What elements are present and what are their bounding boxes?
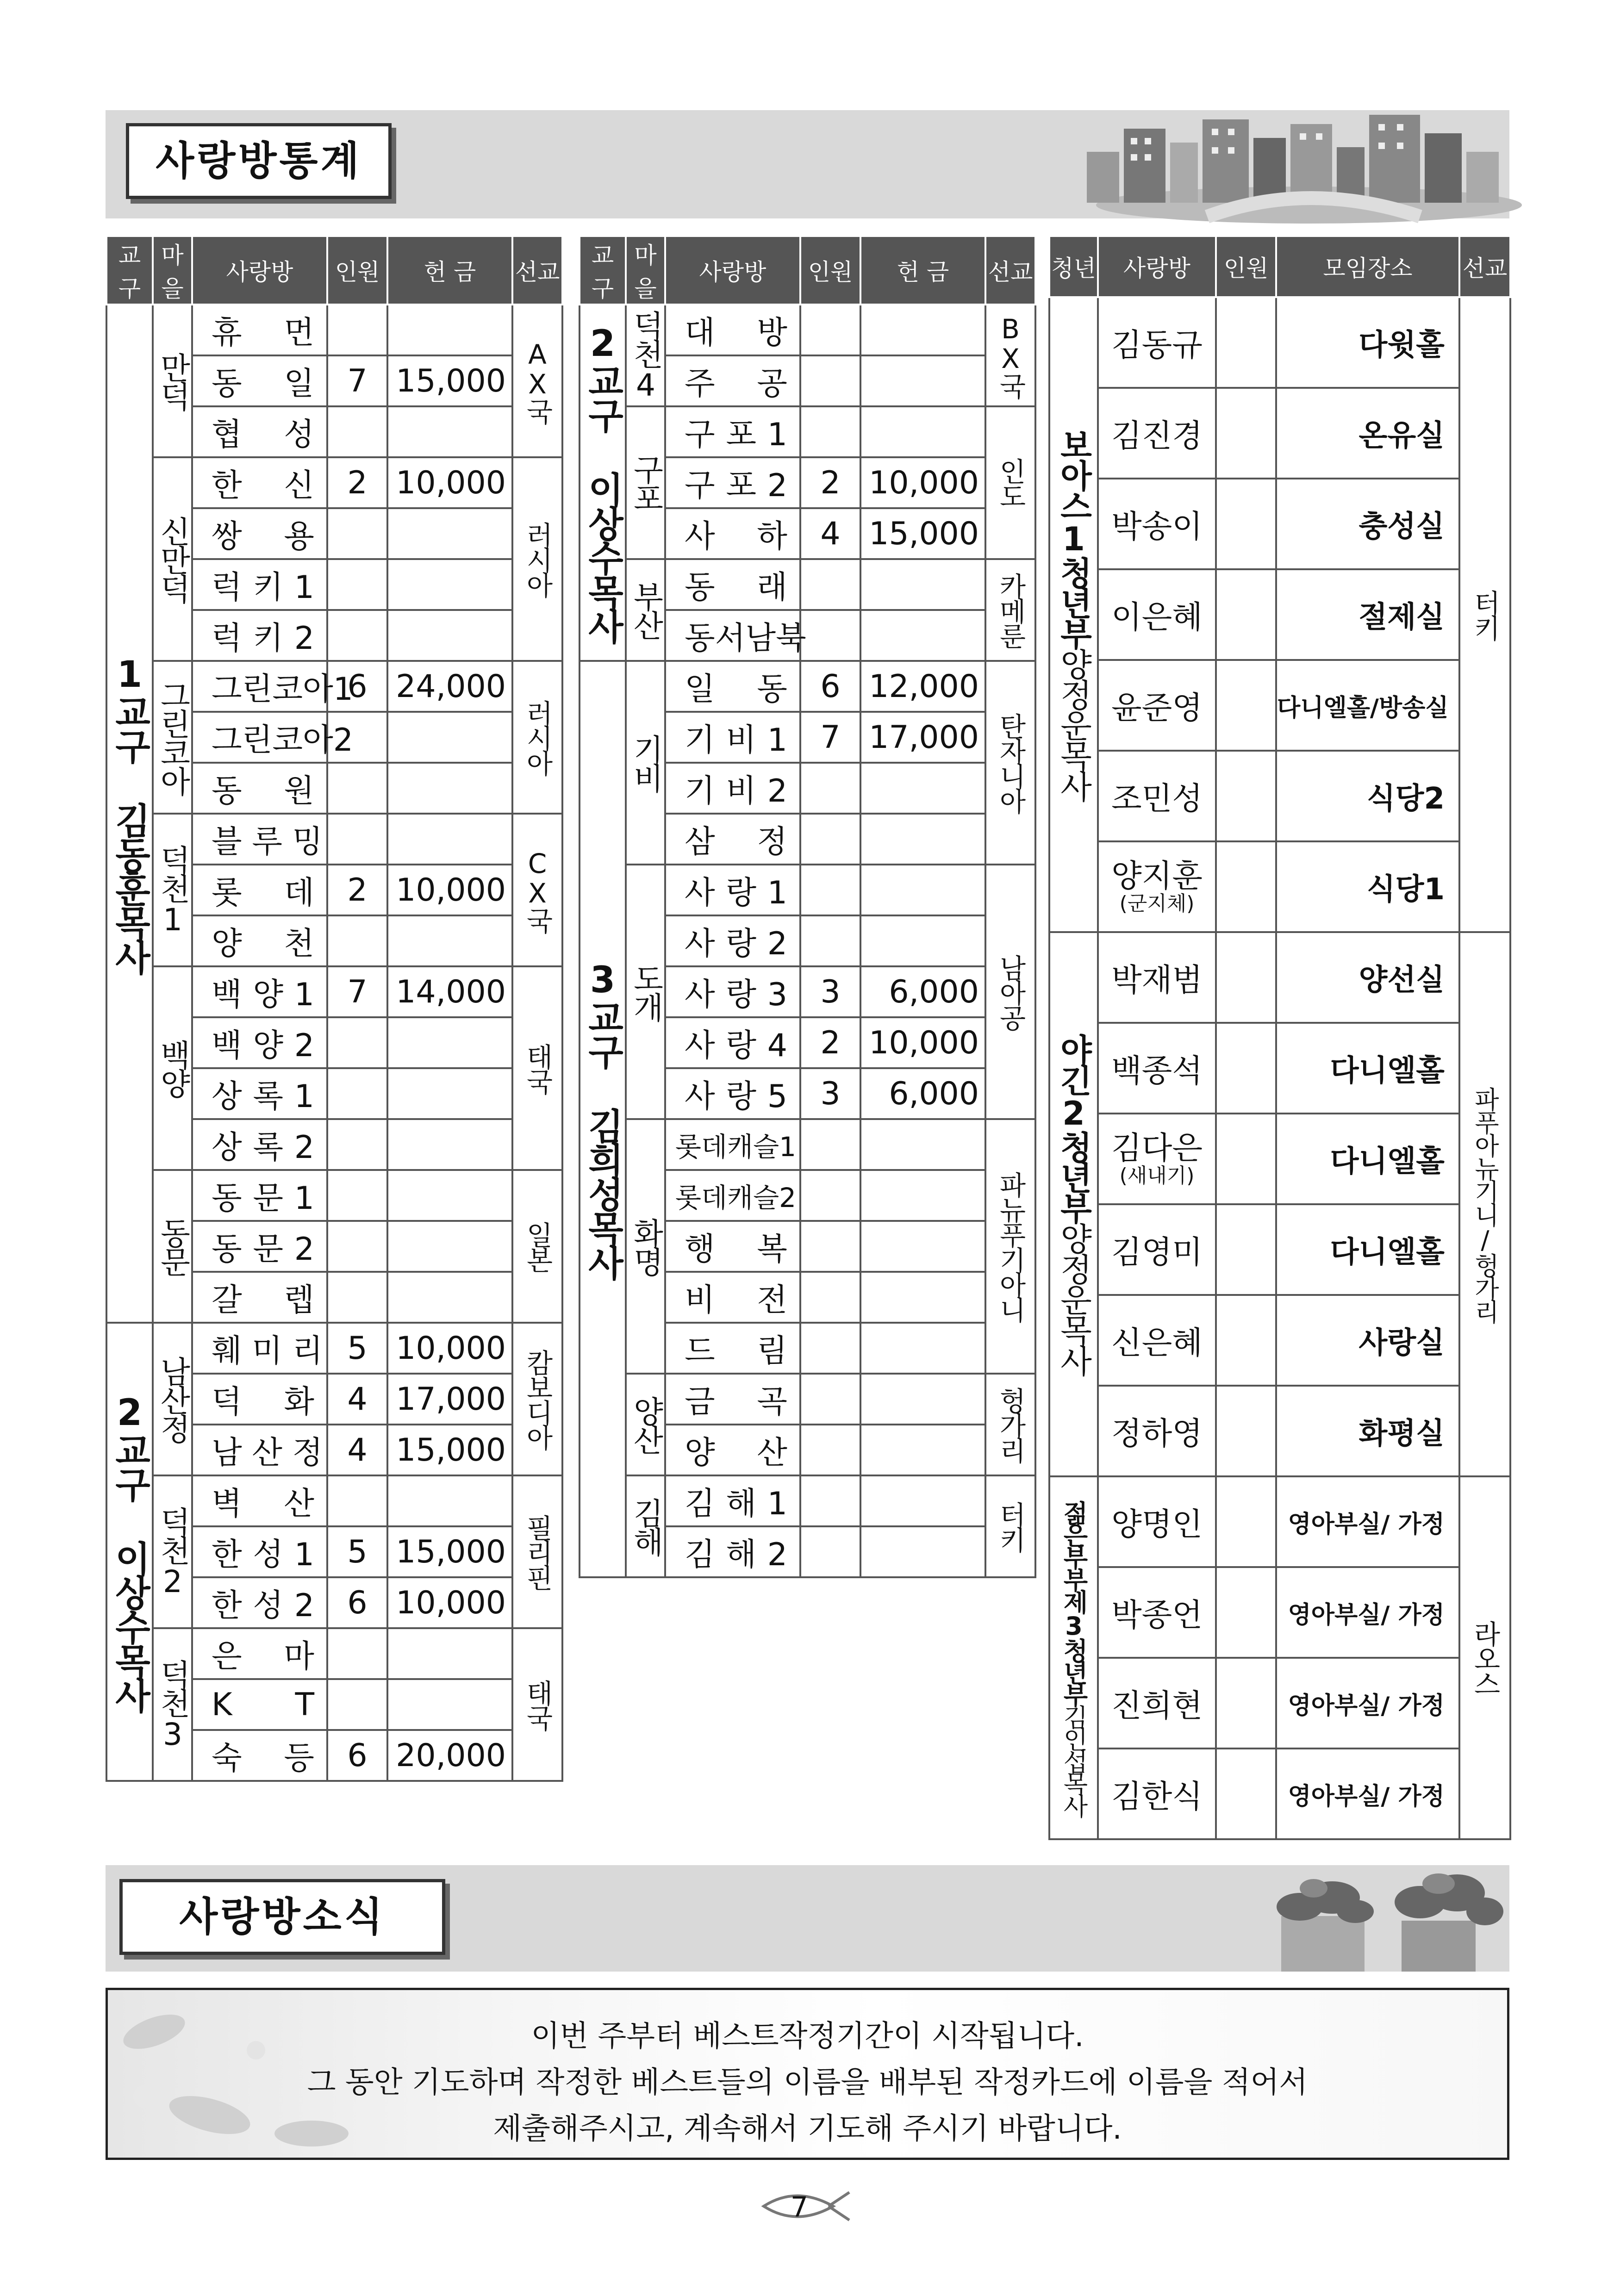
room-amount: 20,000 xyxy=(387,1730,512,1781)
mission-russia: 러시아 xyxy=(512,457,562,661)
room-count xyxy=(327,305,387,355)
member-name: 백종석 xyxy=(1098,1023,1216,1114)
village-gibi: 기비 xyxy=(626,661,665,865)
mission-philippines: 필리핀 xyxy=(512,1475,562,1628)
mission-cameroon: 카메룬 xyxy=(985,559,1035,661)
room-name: 상 록 2 xyxy=(192,1119,327,1170)
room-name: 김 해 1 xyxy=(665,1475,800,1526)
village-gupo: 구포 xyxy=(626,406,665,559)
header-parish: 교구 xyxy=(580,236,626,305)
room-name: 대 방 xyxy=(665,305,800,355)
room-name: 구 포 2 xyxy=(665,457,800,508)
room-count: 4 xyxy=(327,1374,387,1425)
room-name: 쌍 용 xyxy=(192,508,327,559)
room-amount: 17,000 xyxy=(387,1374,512,1425)
room-count: 2 xyxy=(800,1017,860,1068)
room-count xyxy=(327,1272,387,1323)
mission-japan: 일본 xyxy=(512,1170,562,1323)
member-count xyxy=(1216,1748,1276,1839)
room-amount: 24,000 xyxy=(387,661,512,712)
header-mission: 선교 xyxy=(1459,236,1510,297)
room-amount xyxy=(860,1170,985,1221)
room-amount xyxy=(387,610,512,661)
room-count xyxy=(800,1374,860,1425)
village-busan: 부산 xyxy=(626,559,665,661)
meeting-place: 사랑실 xyxy=(1276,1295,1459,1386)
member-count xyxy=(1216,1658,1276,1748)
mission-bx: BX국 xyxy=(985,305,1035,406)
room-count: 3 xyxy=(800,966,860,1017)
header-parish: 교구 xyxy=(106,236,153,305)
room-amount xyxy=(860,1526,985,1577)
youth-table xyxy=(1048,235,1511,1840)
header-mission: 선교 xyxy=(985,236,1035,305)
room-name: 삼 정 xyxy=(665,814,800,865)
youth-pastor: 김인섭목사 xyxy=(1059,1704,1089,1816)
youth-pastor: 양정운목사 xyxy=(1054,648,1093,801)
youth-group-name: 젊은부부제3청년부 xyxy=(1059,1500,1089,1705)
notice-box xyxy=(106,1988,1509,2160)
room-name: 백 양 2 xyxy=(192,1017,327,1068)
room-amount: 17,000 xyxy=(860,712,985,763)
room-amount xyxy=(860,355,985,406)
stats-banner xyxy=(106,110,1509,218)
room-name: 그린코아2 xyxy=(192,712,327,763)
member-name xyxy=(1098,1114,1216,1204)
room-count xyxy=(327,763,387,814)
mission-thai: 태국 xyxy=(512,1628,562,1781)
room-count xyxy=(800,559,860,610)
room-name: 럭 키 2 xyxy=(192,610,327,661)
mission-png-hungary: 파푸아뉴기니/헝가리 xyxy=(1459,932,1510,1476)
room-name: 행 복 xyxy=(665,1221,800,1272)
news-banner xyxy=(106,1865,1509,1972)
room-count xyxy=(800,1170,860,1221)
room-count: 5 xyxy=(327,1323,387,1374)
member-name: 조민성 xyxy=(1098,751,1216,841)
parish-2: 2교구 이상수목사 xyxy=(106,1323,153,1781)
room-amount xyxy=(860,865,985,915)
header-count: 인원 xyxy=(1216,236,1276,297)
youth-group-1 xyxy=(1049,297,1098,932)
meeting-place: 영아부실/ 가정 xyxy=(1276,1748,1459,1839)
room-count xyxy=(800,763,860,814)
member-count xyxy=(1216,660,1276,751)
room-name: 숙 등 xyxy=(192,1730,327,1781)
member-note: (새내기) xyxy=(1119,1164,1195,1188)
meeting-place: 절제실 xyxy=(1276,569,1459,660)
room-name: 그린코아1 xyxy=(192,661,327,712)
room-count xyxy=(800,915,860,966)
room-amount xyxy=(860,1119,985,1170)
header-room: 사랑방 xyxy=(665,236,800,305)
room-name: 동 래 xyxy=(665,559,800,610)
room-count: 7 xyxy=(800,712,860,763)
room-amount: 12,000 xyxy=(860,661,985,712)
page-number-text: 7 xyxy=(790,2191,809,2223)
room-name: 롯데캐슬1 xyxy=(665,1119,800,1170)
meeting-place: 충성실 xyxy=(1276,479,1459,569)
youth-group-name: 보아스1청년부 xyxy=(1054,429,1093,648)
village-yangsan: 양산 xyxy=(626,1374,665,1475)
room-amount xyxy=(387,305,512,355)
header-village: 마을 xyxy=(626,236,665,305)
room-count: 7 xyxy=(327,966,387,1017)
room-name: 사 랑 2 xyxy=(665,915,800,966)
meeting-place: 식당2 xyxy=(1276,751,1459,841)
room-amount xyxy=(860,915,985,966)
room-name: 비 전 xyxy=(665,1272,800,1323)
member-count xyxy=(1216,1114,1276,1204)
member-name-text: 양지훈 xyxy=(1111,858,1203,895)
room-amount xyxy=(860,1425,985,1475)
member-name: 김한식 xyxy=(1098,1748,1216,1839)
room-amount xyxy=(860,559,985,610)
member-name: 신은혜 xyxy=(1098,1295,1216,1386)
village-deokcheon1: 덕천1 xyxy=(153,814,192,966)
mission-thai: 태국 xyxy=(512,966,562,1170)
member-count xyxy=(1216,297,1276,388)
meeting-place: 화평실 xyxy=(1276,1386,1459,1476)
member-name: 진희현 xyxy=(1098,1658,1216,1748)
room-count: 2 xyxy=(800,457,860,508)
meeting-place: 다윗홀 xyxy=(1276,297,1459,388)
village-sinmandeok: 신만덕 xyxy=(153,457,192,661)
village-baekyang: 백양 xyxy=(153,966,192,1170)
village-deokcheon3: 덕천3 xyxy=(153,1628,192,1781)
room-count xyxy=(800,610,860,661)
room-name: 사 랑 3 xyxy=(665,966,800,1017)
member-count xyxy=(1216,1023,1276,1114)
room-count: 2 xyxy=(327,865,387,915)
room-name: 금 곡 xyxy=(665,1374,800,1425)
stats-table-2 xyxy=(579,235,1036,1578)
room-count xyxy=(800,1425,860,1475)
room-count xyxy=(800,406,860,457)
room-amount xyxy=(860,763,985,814)
member-name xyxy=(1098,297,1216,388)
header-offering: 헌 금 xyxy=(387,236,512,305)
room-count: 6 xyxy=(327,1730,387,1781)
room-name: 동 원 xyxy=(192,763,327,814)
room-amount xyxy=(387,1221,512,1272)
room-count xyxy=(800,1526,860,1577)
room-count: 6 xyxy=(327,1577,387,1628)
room-amount: 15,000 xyxy=(387,1425,512,1475)
room-count xyxy=(327,559,387,610)
member-count xyxy=(1216,1295,1276,1386)
room-amount xyxy=(387,1119,512,1170)
room-amount xyxy=(387,1272,512,1323)
member-name: 박송이 xyxy=(1098,479,1216,569)
header-village: 마을 xyxy=(153,236,192,305)
room-name: 롯 데 xyxy=(192,865,327,915)
room-amount xyxy=(387,1679,512,1730)
room-name: 한 신 xyxy=(192,457,327,508)
room-name: 협 성 xyxy=(192,406,327,457)
room-amount xyxy=(860,1323,985,1374)
village-hwamyeong: 화명 xyxy=(626,1119,665,1374)
room-amount xyxy=(387,406,512,457)
room-name: 덕 화 xyxy=(192,1374,327,1425)
room-amount xyxy=(860,610,985,661)
member-name: 박종언 xyxy=(1098,1567,1216,1658)
room-amount xyxy=(860,1475,985,1526)
member-count xyxy=(1216,1204,1276,1295)
mission-png: 파뉴푸기아니 xyxy=(985,1119,1035,1374)
room-name: 블 루 밍 xyxy=(192,814,327,865)
room-amount: 15,000 xyxy=(387,355,512,406)
room-count xyxy=(800,1221,860,1272)
mission-cambodia: 캄보디아 xyxy=(512,1323,562,1475)
member-count xyxy=(1216,388,1276,479)
header-youth: 청년 xyxy=(1049,236,1098,297)
room-name: 구 포 1 xyxy=(665,406,800,457)
room-amount xyxy=(860,1272,985,1323)
header-place: 모임장소 xyxy=(1276,236,1459,297)
member-count xyxy=(1216,479,1276,569)
village-deokcheon4: 덕천4 xyxy=(626,305,665,406)
room-count xyxy=(327,406,387,457)
room-count xyxy=(800,1323,860,1374)
mission-turkey: 터키 xyxy=(1459,297,1510,932)
room-amount xyxy=(387,712,512,763)
room-name: 남 산 정 xyxy=(192,1425,327,1475)
youth-pastor: 양정운목사 xyxy=(1054,1222,1093,1375)
youth-group-3 xyxy=(1049,1476,1098,1839)
room-amount xyxy=(387,508,512,559)
village-mandeok: 만덕 xyxy=(153,305,192,457)
member-count xyxy=(1216,569,1276,660)
member-count xyxy=(1216,841,1276,932)
meeting-place: 다니엘홀 xyxy=(1276,1023,1459,1114)
stats-table-1 xyxy=(106,235,563,1782)
room-amount xyxy=(860,305,985,355)
room-name: 동 문 2 xyxy=(192,1221,327,1272)
member-name xyxy=(1098,841,1216,932)
room-name: 동 일 xyxy=(192,355,327,406)
village-dongmun: 동문 xyxy=(153,1170,192,1323)
meeting-place: 온유실 xyxy=(1276,388,1459,479)
member-name: 정하영 xyxy=(1098,1386,1216,1476)
meeting-place: 다니엘홀/방송실 xyxy=(1276,660,1459,751)
room-amount: 10,000 xyxy=(387,1577,512,1628)
parish-3: 3교구 김희성목사 xyxy=(580,661,626,1577)
room-amount xyxy=(860,1221,985,1272)
room-count xyxy=(327,610,387,661)
room-count xyxy=(327,1679,387,1730)
room-name: 벽 산 xyxy=(192,1475,327,1526)
room-amount xyxy=(387,1628,512,1679)
member-count xyxy=(1216,1476,1276,1567)
village-namsan: 남산정 xyxy=(153,1323,192,1475)
member-count xyxy=(1216,932,1276,1023)
room-count: 2 xyxy=(327,457,387,508)
member-name: 윤준영 xyxy=(1098,660,1216,751)
room-name: 동 문 1 xyxy=(192,1170,327,1221)
room-amount xyxy=(387,1068,512,1119)
meeting-place: 영아부실/ 가정 xyxy=(1276,1567,1459,1658)
room-count: 6 xyxy=(800,661,860,712)
room-amount: 6,000 xyxy=(860,966,985,1017)
member-name-text: 김동규 xyxy=(1111,327,1203,364)
room-amount xyxy=(387,559,512,610)
member-name: 박재범 xyxy=(1098,932,1216,1023)
room-amount xyxy=(387,763,512,814)
room-name: 갈 렙 xyxy=(192,1272,327,1323)
village-dogae: 도개 xyxy=(626,865,665,1119)
mission-south-africa: 남아공 xyxy=(985,865,1035,1119)
room-count xyxy=(800,355,860,406)
room-name: 한 성 1 xyxy=(192,1526,327,1577)
city-illustration xyxy=(1068,110,1509,218)
room-name: 은 마 xyxy=(192,1628,327,1679)
room-count: 6 xyxy=(327,661,387,712)
room-amount xyxy=(387,1475,512,1526)
mission-cx: CX국 xyxy=(512,814,562,966)
member-name-text: 김다은 xyxy=(1111,1130,1203,1167)
member-count xyxy=(1216,751,1276,841)
page-number xyxy=(759,2185,852,2227)
room-amount: 10,000 xyxy=(860,457,985,508)
news-title: 사랑방소식 xyxy=(119,1879,445,1955)
room-amount xyxy=(387,1170,512,1221)
room-name: 드 림 xyxy=(665,1323,800,1374)
room-name: 양 천 xyxy=(192,915,327,966)
stats-title: 사랑방통계 xyxy=(126,123,392,199)
header-count: 인원 xyxy=(800,236,860,305)
room-name: 상 록 1 xyxy=(192,1068,327,1119)
mission-hungary: 헝가리 xyxy=(985,1374,1035,1475)
room-name: K T xyxy=(192,1679,327,1730)
room-amount: 10,000 xyxy=(387,1323,512,1374)
room-name: 사 랑 1 xyxy=(665,865,800,915)
parish-1: 1교구 김동훈목사 xyxy=(106,305,153,1323)
room-count: 7 xyxy=(327,355,387,406)
village-greencoa: 그린코아 xyxy=(153,661,192,814)
room-name: 백 양 1 xyxy=(192,966,327,1017)
room-name: 기 비 1 xyxy=(665,712,800,763)
header-count: 인원 xyxy=(327,236,387,305)
room-amount: 10,000 xyxy=(387,457,512,508)
header-offering: 헌 금 xyxy=(860,236,985,305)
member-count xyxy=(1216,1386,1276,1476)
header-room: 사랑방 xyxy=(1098,236,1216,297)
room-name: 휴 먼 xyxy=(192,305,327,355)
youth-group-2 xyxy=(1049,932,1098,1476)
room-amount: 14,000 xyxy=(387,966,512,1017)
notice-line-1: 이번 주부터 베스트작정기간이 시작됩니다. xyxy=(531,2019,1084,2053)
room-count: 4 xyxy=(327,1425,387,1475)
room-count xyxy=(327,1170,387,1221)
room-count xyxy=(800,305,860,355)
room-count xyxy=(327,915,387,966)
mission-india: 인도 xyxy=(985,406,1035,559)
mission-tanzania: 탄자니아 xyxy=(985,661,1035,865)
header-mission: 선교 xyxy=(512,236,562,305)
parish-2: 2교구 이상수목사 xyxy=(580,305,626,661)
room-count xyxy=(327,1628,387,1679)
room-count xyxy=(327,508,387,559)
room-amount xyxy=(387,1017,512,1068)
member-name: 김영미 xyxy=(1098,1204,1216,1295)
room-name: 동서남북 xyxy=(665,610,800,661)
room-amount: 15,000 xyxy=(387,1526,512,1577)
member-count xyxy=(1216,1567,1276,1658)
room-count xyxy=(800,865,860,915)
room-count xyxy=(800,1475,860,1526)
room-amount xyxy=(860,406,985,457)
member-note: (군지체) xyxy=(1119,892,1195,916)
room-amount xyxy=(387,814,512,865)
room-name: 롯데캐슬2 xyxy=(665,1170,800,1221)
mission-laos: 라오스 xyxy=(1459,1476,1510,1839)
plant-illustration xyxy=(1263,1865,1509,1972)
room-count xyxy=(327,1068,387,1119)
notice-line-2: 그 동안 기도하며 작정한 베스트들의 이름을 배부된 작정카드에 이름을 적어서 xyxy=(307,2066,1308,2100)
room-count xyxy=(800,814,860,865)
room-amount xyxy=(860,1374,985,1425)
room-name: 한 성 2 xyxy=(192,1577,327,1628)
mission-russia: 러시아 xyxy=(512,661,562,814)
room-name: 일 동 xyxy=(665,661,800,712)
room-name: 기 비 2 xyxy=(665,763,800,814)
mission-ax: AX국 xyxy=(512,305,562,457)
room-name: 양 산 xyxy=(665,1425,800,1475)
room-amount xyxy=(860,814,985,865)
member-name: 양명인 xyxy=(1098,1476,1216,1567)
room-name: 훼 미 리 xyxy=(192,1323,327,1374)
village-gimhae: 김해 xyxy=(626,1475,665,1577)
room-count xyxy=(327,1475,387,1526)
room-name: 사 하 xyxy=(665,508,800,559)
room-name: 사 랑 5 xyxy=(665,1068,800,1119)
meeting-place: 다니엘홀 xyxy=(1276,1204,1459,1295)
room-name: 주 공 xyxy=(665,355,800,406)
meeting-place: 영아부실/ 가정 xyxy=(1276,1658,1459,1748)
room-name: 사 랑 4 xyxy=(665,1017,800,1068)
room-count: 3 xyxy=(800,1068,860,1119)
meeting-place: 식당1 xyxy=(1276,841,1459,932)
room-amount: 10,000 xyxy=(860,1017,985,1068)
room-count: 4 xyxy=(800,508,860,559)
room-count xyxy=(800,1272,860,1323)
member-name: 김진경 xyxy=(1098,388,1216,479)
room-amount: 10,000 xyxy=(387,865,512,915)
meeting-place: 양선실 xyxy=(1276,932,1459,1023)
room-count: 5 xyxy=(327,1526,387,1577)
room-count xyxy=(800,1119,860,1170)
meeting-place: 다니엘홀 xyxy=(1276,1114,1459,1204)
room-count xyxy=(327,1017,387,1068)
header-room: 사랑방 xyxy=(192,236,327,305)
room-name: 김 해 2 xyxy=(665,1526,800,1577)
room-count xyxy=(327,1119,387,1170)
room-count xyxy=(327,1221,387,1272)
notice-line-3: 제출해주시고, 계속해서 기도해 주시기 바랍니다. xyxy=(493,2112,1122,2146)
room-amount: 6,000 xyxy=(860,1068,985,1119)
village-deokcheon2: 덕천2 xyxy=(153,1475,192,1628)
meeting-place: 영아부실/ 가정 xyxy=(1276,1476,1459,1567)
member-name: 이은혜 xyxy=(1098,569,1216,660)
youth-group-name: 야긴2청년부 xyxy=(1054,1033,1093,1222)
room-amount xyxy=(387,915,512,966)
room-name: 럭 키 1 xyxy=(192,559,327,610)
mission-turkey: 터키 xyxy=(985,1475,1035,1577)
room-count xyxy=(327,814,387,865)
room-amount: 15,000 xyxy=(860,508,985,559)
